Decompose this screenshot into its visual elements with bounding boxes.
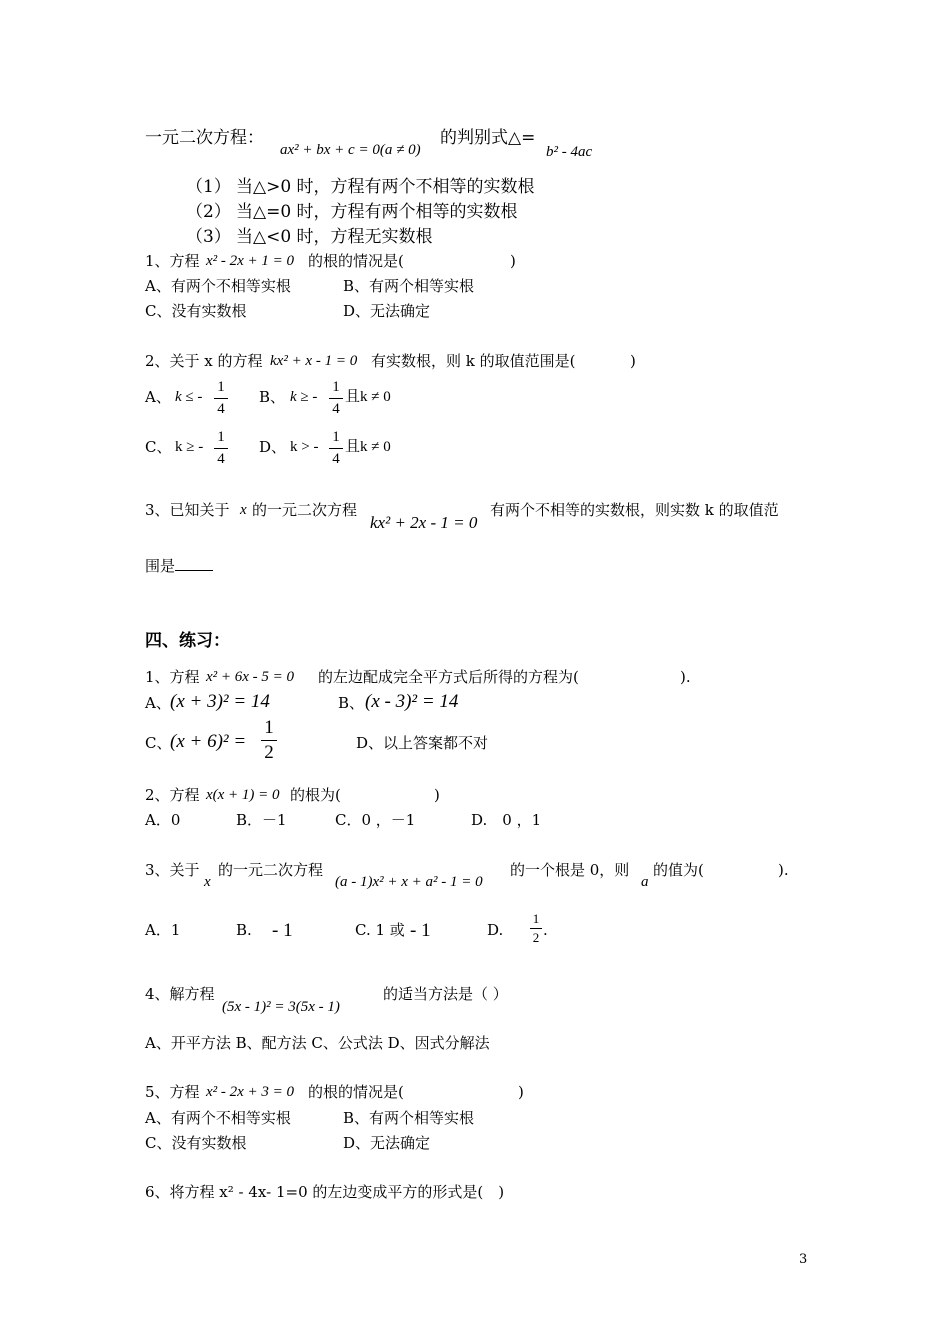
q3-equation: kx² + 2x - 1 = 0 [370, 513, 478, 532]
p5-option-d: D、无法确定 [343, 1134, 431, 1152]
intro-discriminant: b² - 4ac [546, 144, 593, 160]
q2-option-a-den: 4 [217, 401, 225, 417]
fraction-bar [261, 740, 277, 741]
p5-option-c: C、没有实数根 [145, 1134, 247, 1152]
p5-equation: x² - 2x + 3 = 0 [206, 1084, 295, 1100]
p2-close: ) [434, 786, 440, 804]
fraction-bar [530, 928, 542, 929]
intro-discriminant-label: 的判别式△= [440, 128, 536, 148]
p2-option-a: A．0 [145, 811, 181, 829]
case-1-num: （1） [186, 177, 231, 197]
case-2-text: 当△=0 时，方程有两个相等的实数根 [236, 202, 518, 222]
p6-text: 6、将方程 x² - 4x- 1=0 的左边变成平方的形式是( ) [145, 1183, 505, 1201]
p3-option-c: - 1 [410, 920, 431, 941]
case-3-text: 当△<0 时，方程无实数根 [236, 227, 433, 247]
p3-option-d-fraction [530, 911, 542, 946]
p1-option-c: (x + 6)² = [170, 731, 247, 752]
p1-prefix: 1、方程 [145, 668, 200, 686]
fraction-bar [214, 398, 228, 399]
case-1-text: 当△>0 时，方程有两个不相等的实数根 [236, 177, 535, 197]
p3-option-b: - 1 [272, 920, 293, 941]
q2-option-c-den: 4 [217, 451, 225, 467]
p2-suffix: 的根为( [290, 786, 341, 804]
q2-option-b-expr: k ≥ - [290, 389, 318, 405]
p4-suffix: 的适当方法是（ ） [383, 985, 508, 1003]
p3-option-d-tail: . [543, 921, 548, 939]
p2-equation: x(x + 1) = 0 [206, 787, 280, 803]
p3-suffix2: 的值为( [653, 861, 704, 879]
p1-close: ). [680, 668, 691, 686]
p3-option-b-label: B. [236, 921, 252, 939]
p3-middle: 的一元二次方程 [218, 861, 324, 879]
p4-prefix: 4、解方程 [145, 985, 215, 1003]
q2-option-d-fraction [329, 428, 343, 469]
q2-option-a-expr: k ≤ - [175, 389, 203, 405]
q2-option-b-fraction [329, 378, 343, 419]
q3-middle: 的一元二次方程 [252, 501, 358, 519]
q2-option-d-tail: 且k ≠ 0 [345, 439, 391, 455]
q2-option-a-label: A、 [145, 388, 171, 406]
p5-option-b: B、有两个相等实根 [343, 1109, 475, 1127]
p1-equation: x² + 6x - 5 = 0 [206, 669, 295, 685]
q1-suffix: 的根的情况是( [308, 252, 404, 270]
case-2-num: （2） [186, 202, 231, 222]
p2-option-c: C．0 ，－1 [335, 811, 416, 829]
p4-options: A、开平方法 B、配方法 C、公式法 D、因式分解法 [145, 1034, 490, 1052]
q2-option-c-expr: k ≥ - [175, 439, 204, 455]
q3-line2-text: 围是 [145, 557, 176, 575]
fraction-bar [214, 448, 228, 449]
q1-option-d: D、无法确定 [343, 302, 431, 320]
p1-option-a-label: A、 [145, 694, 171, 712]
p3-var: x [204, 874, 211, 890]
q2-close: ) [630, 352, 636, 370]
q2-option-b-num: 1 [332, 379, 340, 395]
p4-equation: (5x - 1)² = 3(5x - 1) [222, 999, 340, 1015]
section-4-title: 四、练习： [145, 631, 230, 651]
p1-option-c-label: C、 [145, 734, 172, 752]
p3-option-c-label: C. 1 或 [355, 921, 405, 939]
p1-option-c-den: 2 [264, 742, 274, 763]
q3-line2 [145, 556, 213, 576]
intro-equation: ax² + bx + c = 0(a ≠ 0) [280, 142, 421, 158]
q2-equation: kx² + x - 1 = 0 [270, 353, 358, 369]
q3-prefix: 3、已知关于 [145, 501, 230, 519]
p2-prefix: 2、方程 [145, 786, 200, 804]
q2-option-b-label: B、 [259, 388, 286, 406]
p3-option-a: A．1 [145, 921, 181, 939]
q2-option-d-expr: k > - [290, 439, 319, 455]
q2-option-d-label: D、 [259, 438, 287, 456]
q1-option-b: B、有两个相等实根 [343, 277, 475, 295]
q1-equation: x² - 2x + 1 = 0 [206, 253, 295, 269]
p1-option-c-num: 1 [264, 717, 274, 738]
q2-option-a-fraction [214, 378, 228, 419]
p3-option-d-label: D. [487, 921, 504, 939]
q3-suffix: 有两个不相等的实数根，则实数 k 的取值范 [490, 501, 779, 519]
q2-option-b-den: 4 [332, 401, 340, 417]
p1-option-b: (x - 3)² = 14 [365, 691, 459, 712]
q1-option-a: A、有两个不相等实根 [145, 277, 291, 295]
p1-option-a: (x + 3)² = 14 [170, 691, 270, 712]
p2-option-b: B．－1 [236, 811, 287, 829]
p3-var2: a [641, 874, 649, 890]
intro-label: 一元二次方程： [145, 128, 264, 148]
p1-option-c-fraction [261, 717, 277, 764]
p3-option-d-den: 2 [532, 930, 540, 945]
q1-option-c: C、没有实数根 [145, 302, 247, 320]
p1-option-d: D、以上答案都不对 [356, 734, 489, 752]
p1-option-b-label: B、 [338, 694, 365, 712]
q2-option-c-label: C、 [145, 438, 172, 456]
page-number: 3 [799, 1252, 808, 1267]
q2-option-c-num: 1 [217, 429, 225, 445]
case-3-num: （3） [186, 227, 231, 247]
q1-close: ) [510, 252, 516, 270]
fraction-bar [329, 398, 343, 399]
p3-close: ). [778, 861, 789, 879]
q1-prefix: 1、方程 [145, 252, 200, 270]
fraction-bar [329, 448, 343, 449]
p1-suffix: 的左边配成完全平方式后所得的方程为( [318, 668, 579, 686]
q2-suffix: 有实数根，则 k 的取值范围是( [371, 352, 576, 370]
p3-prefix: 3、关于 [145, 861, 200, 879]
p3-option-d-num: 1 [532, 911, 540, 926]
p5-suffix: 的根的情况是( [308, 1083, 404, 1101]
p3-equation: (a - 1)x² + x + a² - 1 = 0 [335, 874, 483, 890]
answer-blank[interactable] [175, 556, 213, 571]
p5-close: ) [518, 1083, 524, 1101]
p5-option-a: A、有两个不相等实根 [145, 1109, 291, 1127]
q2-option-a-num: 1 [217, 379, 225, 395]
p5-prefix: 5、方程 [145, 1083, 200, 1101]
q2-option-c-fraction [214, 428, 228, 469]
q2-option-d-num: 1 [332, 429, 340, 445]
q2-option-d-den: 4 [332, 451, 340, 467]
q3-var: x [240, 502, 247, 518]
q2-option-b-tail: 且k ≠ 0 [345, 389, 391, 405]
q2-prefix: 2、关于 x 的方程 [145, 352, 263, 370]
p3-suffix: 的一个根是 0，则 [510, 861, 630, 879]
p2-option-d: D. 0 ，1 [471, 811, 542, 829]
